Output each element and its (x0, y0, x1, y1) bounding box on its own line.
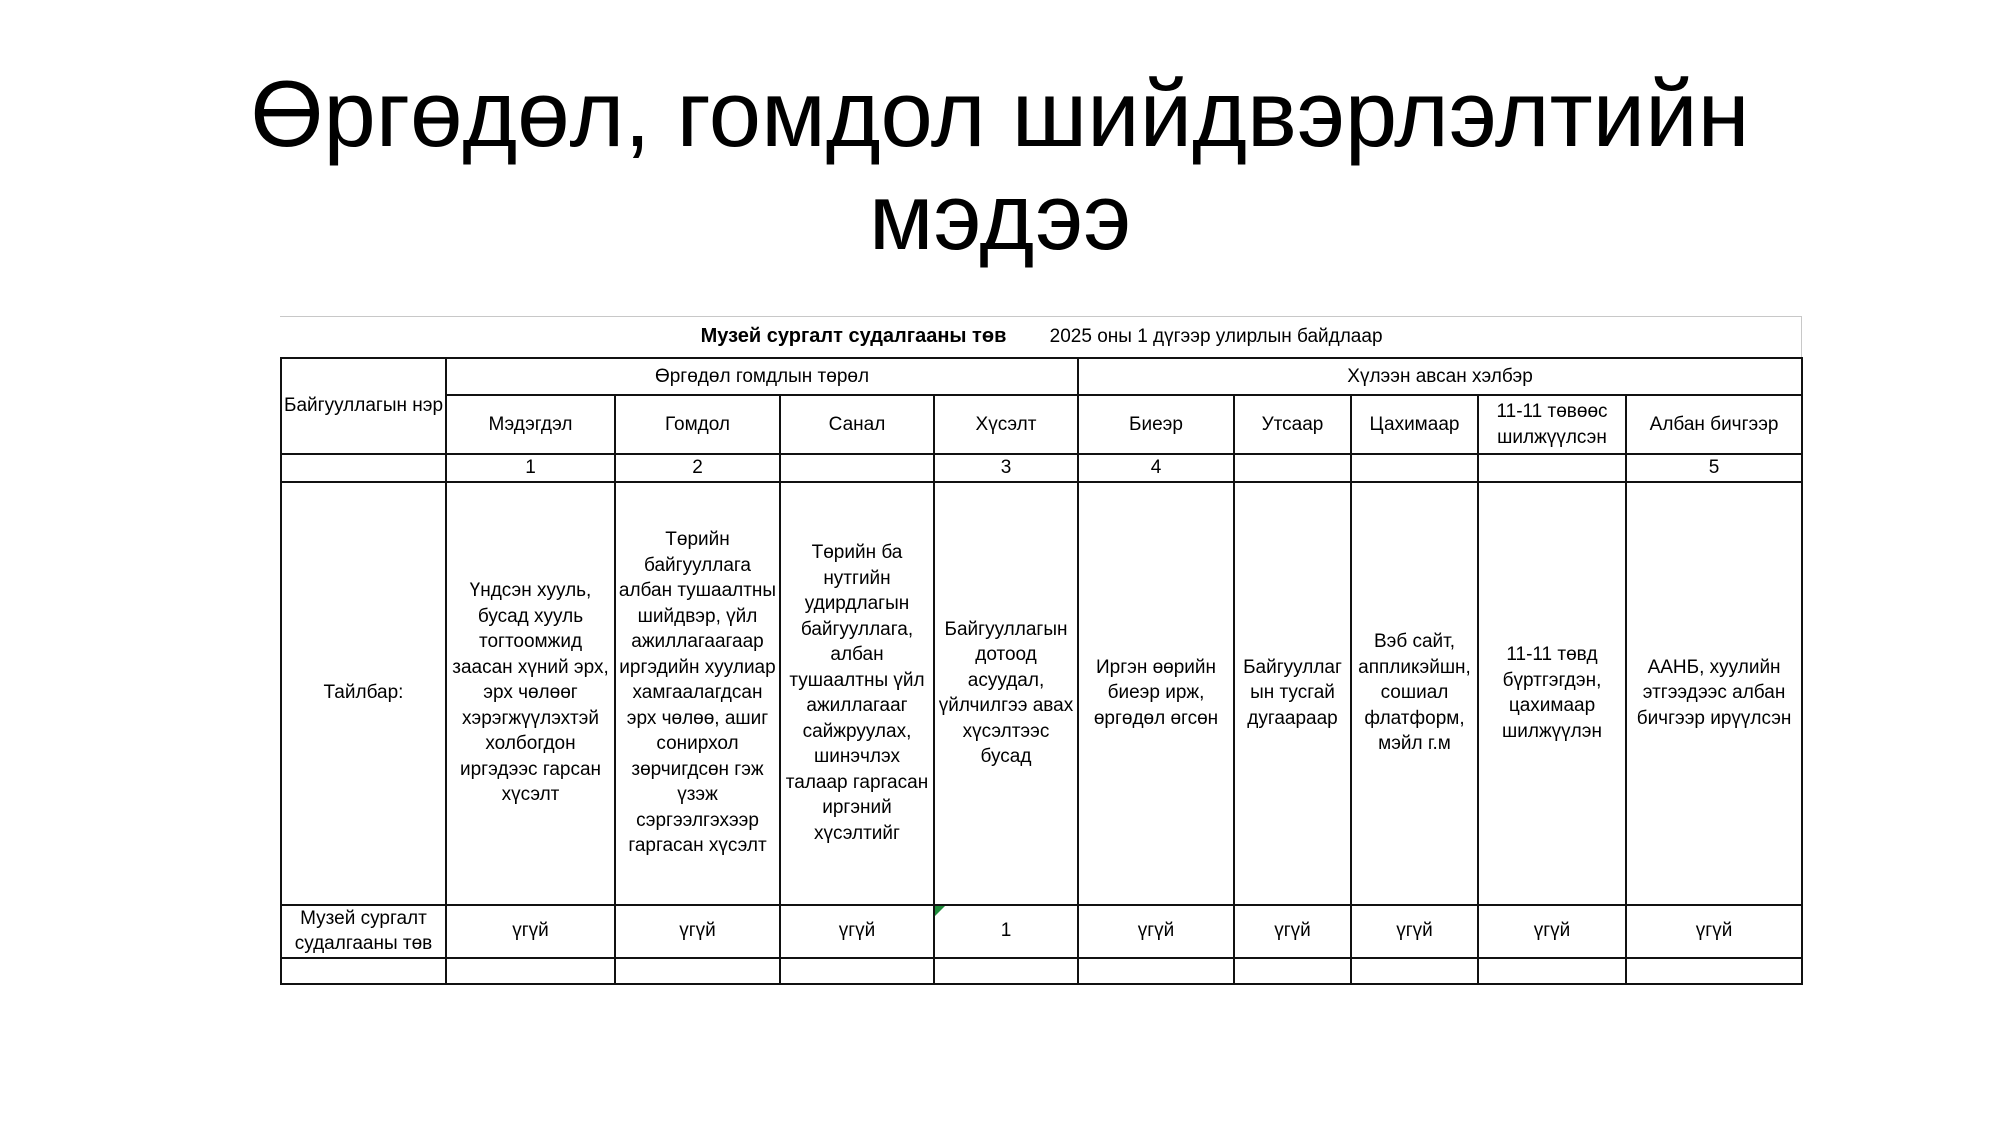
data-cell (934, 905, 1078, 958)
report-table (280, 317, 1803, 985)
header-org-name: Музей сургалт судалгааны төв (700, 325, 1007, 348)
column-label: Гомдол (615, 395, 780, 454)
column-number: 5 (1626, 454, 1802, 482)
empty-cell (1478, 958, 1626, 984)
slide-title (0, 62, 2000, 268)
data-cell: үгүй (1078, 905, 1234, 958)
group-header-row (281, 358, 1802, 395)
group-method-label: Хүлээн авсан хэлбэр (1078, 358, 1802, 395)
empty-cell (615, 958, 780, 984)
column-number: 4 (1078, 454, 1234, 482)
data-cell: үгүй (1234, 905, 1351, 958)
org-name-label: Байгууллагын нэр (281, 358, 446, 454)
column-label: Мэдэгдэл (446, 395, 615, 454)
column-number (1351, 454, 1478, 482)
column-label: Цахимаар (1351, 395, 1478, 454)
empty-cell (1078, 958, 1234, 984)
column-description: Төрийн ба нутгийн удирдлагын байгууллага, албан тушаалтны үйл ажиллагааг сайжруулах, шинэчлэх талаар гаргасан иргэний хүсэлтийг (780, 482, 934, 905)
column-description: Иргэн өөрийн биеэр ирж, өргөдөл өгсөн (1078, 482, 1234, 905)
data-cell-text: 1 (1000, 920, 1012, 942)
column-description: 11-11 төвд бүртгэгдэн, цахимаар шилжүүлэн (1478, 482, 1626, 905)
column-description: Төрийн байгууллага албан тушаалтны шийдвэр, үйл ажиллагаагаар иргэдийн хуулиар хамгаалагдсан эрх чөлөө, ашиг сонирхол зөрчигдсөн гэж үзэж сэргээлгэхээр гаргасан хүсэлт (615, 482, 780, 905)
data-cell: үгүй (1478, 905, 1626, 958)
report-table-container (280, 316, 1802, 981)
group-type-label: Өргөдөл гомдлын төрөл (446, 358, 1078, 395)
column-number (1234, 454, 1351, 482)
header-period: 2025 оны 1 дүгээр улирлын байдлаар (1049, 326, 1383, 348)
table-header-cell (281, 317, 1802, 358)
empty-cell (1234, 958, 1351, 984)
column-label: Хүсэлт (934, 395, 1078, 454)
column-number (780, 454, 934, 482)
empty-cell (281, 958, 446, 984)
number-cell-empty (281, 454, 446, 482)
column-label: Албан бичгээр (1626, 395, 1802, 454)
row-org-name: Музей сургалт судалгааны төв (281, 905, 446, 958)
data-cell: үгүй (446, 905, 615, 958)
column-description: Вэб сайт, аппликэйшн, сошиал флатформ, мэйл г.м (1351, 482, 1478, 905)
column-number: 2 (615, 454, 780, 482)
column-number (1478, 454, 1626, 482)
data-cell: үгүй (780, 905, 934, 958)
column-label: 11-11 төвөөс шилжүүлсэн (1478, 395, 1626, 454)
column-description: ААНБ, хуулийн этгээдээс албан бичгээр ирүүлсэн (1626, 482, 1802, 905)
empty-cell (1351, 958, 1478, 984)
slide-title-line-1: Өргөдөл, гомдол шийдвэрлэлтийн (250, 61, 1750, 166)
column-label-row (281, 395, 1802, 454)
description-row (281, 482, 1802, 905)
column-number: 3 (934, 454, 1078, 482)
column-description: Үндсэн хууль, бусад хууль тогтоомжид заасан хүний эрх, эрх чөлөөг хэрэгжүүлэхтэй холбогдон иргэдээс гарсан хүсэлт (446, 482, 615, 905)
data-cell: үгүй (615, 905, 780, 958)
slide-title-line-2: мэдээ (868, 164, 1132, 269)
column-description: Байгууллагын дотоод асуудал, үйлчилгээ авах хүсэлтээс бусад (934, 482, 1078, 905)
empty-cell (446, 958, 615, 984)
empty-cell (1626, 958, 1802, 984)
empty-cell (934, 958, 1078, 984)
column-number: 1 (446, 454, 615, 482)
column-number-row (281, 454, 1802, 482)
data-cell: үгүй (1351, 905, 1478, 958)
column-label: Санал (780, 395, 934, 454)
column-label: Утсаар (1234, 395, 1351, 454)
data-cell: үгүй (1626, 905, 1802, 958)
table-header-row (281, 317, 1802, 358)
cell-comment-marker-icon (935, 906, 945, 916)
column-label: Биеэр (1078, 395, 1234, 454)
description-label: Тайлбар: (281, 482, 446, 905)
empty-row (281, 958, 1802, 984)
data-row (281, 905, 1802, 958)
column-description: Байгууллагын тусгай дугаараар (1234, 482, 1351, 905)
empty-cell (780, 958, 934, 984)
